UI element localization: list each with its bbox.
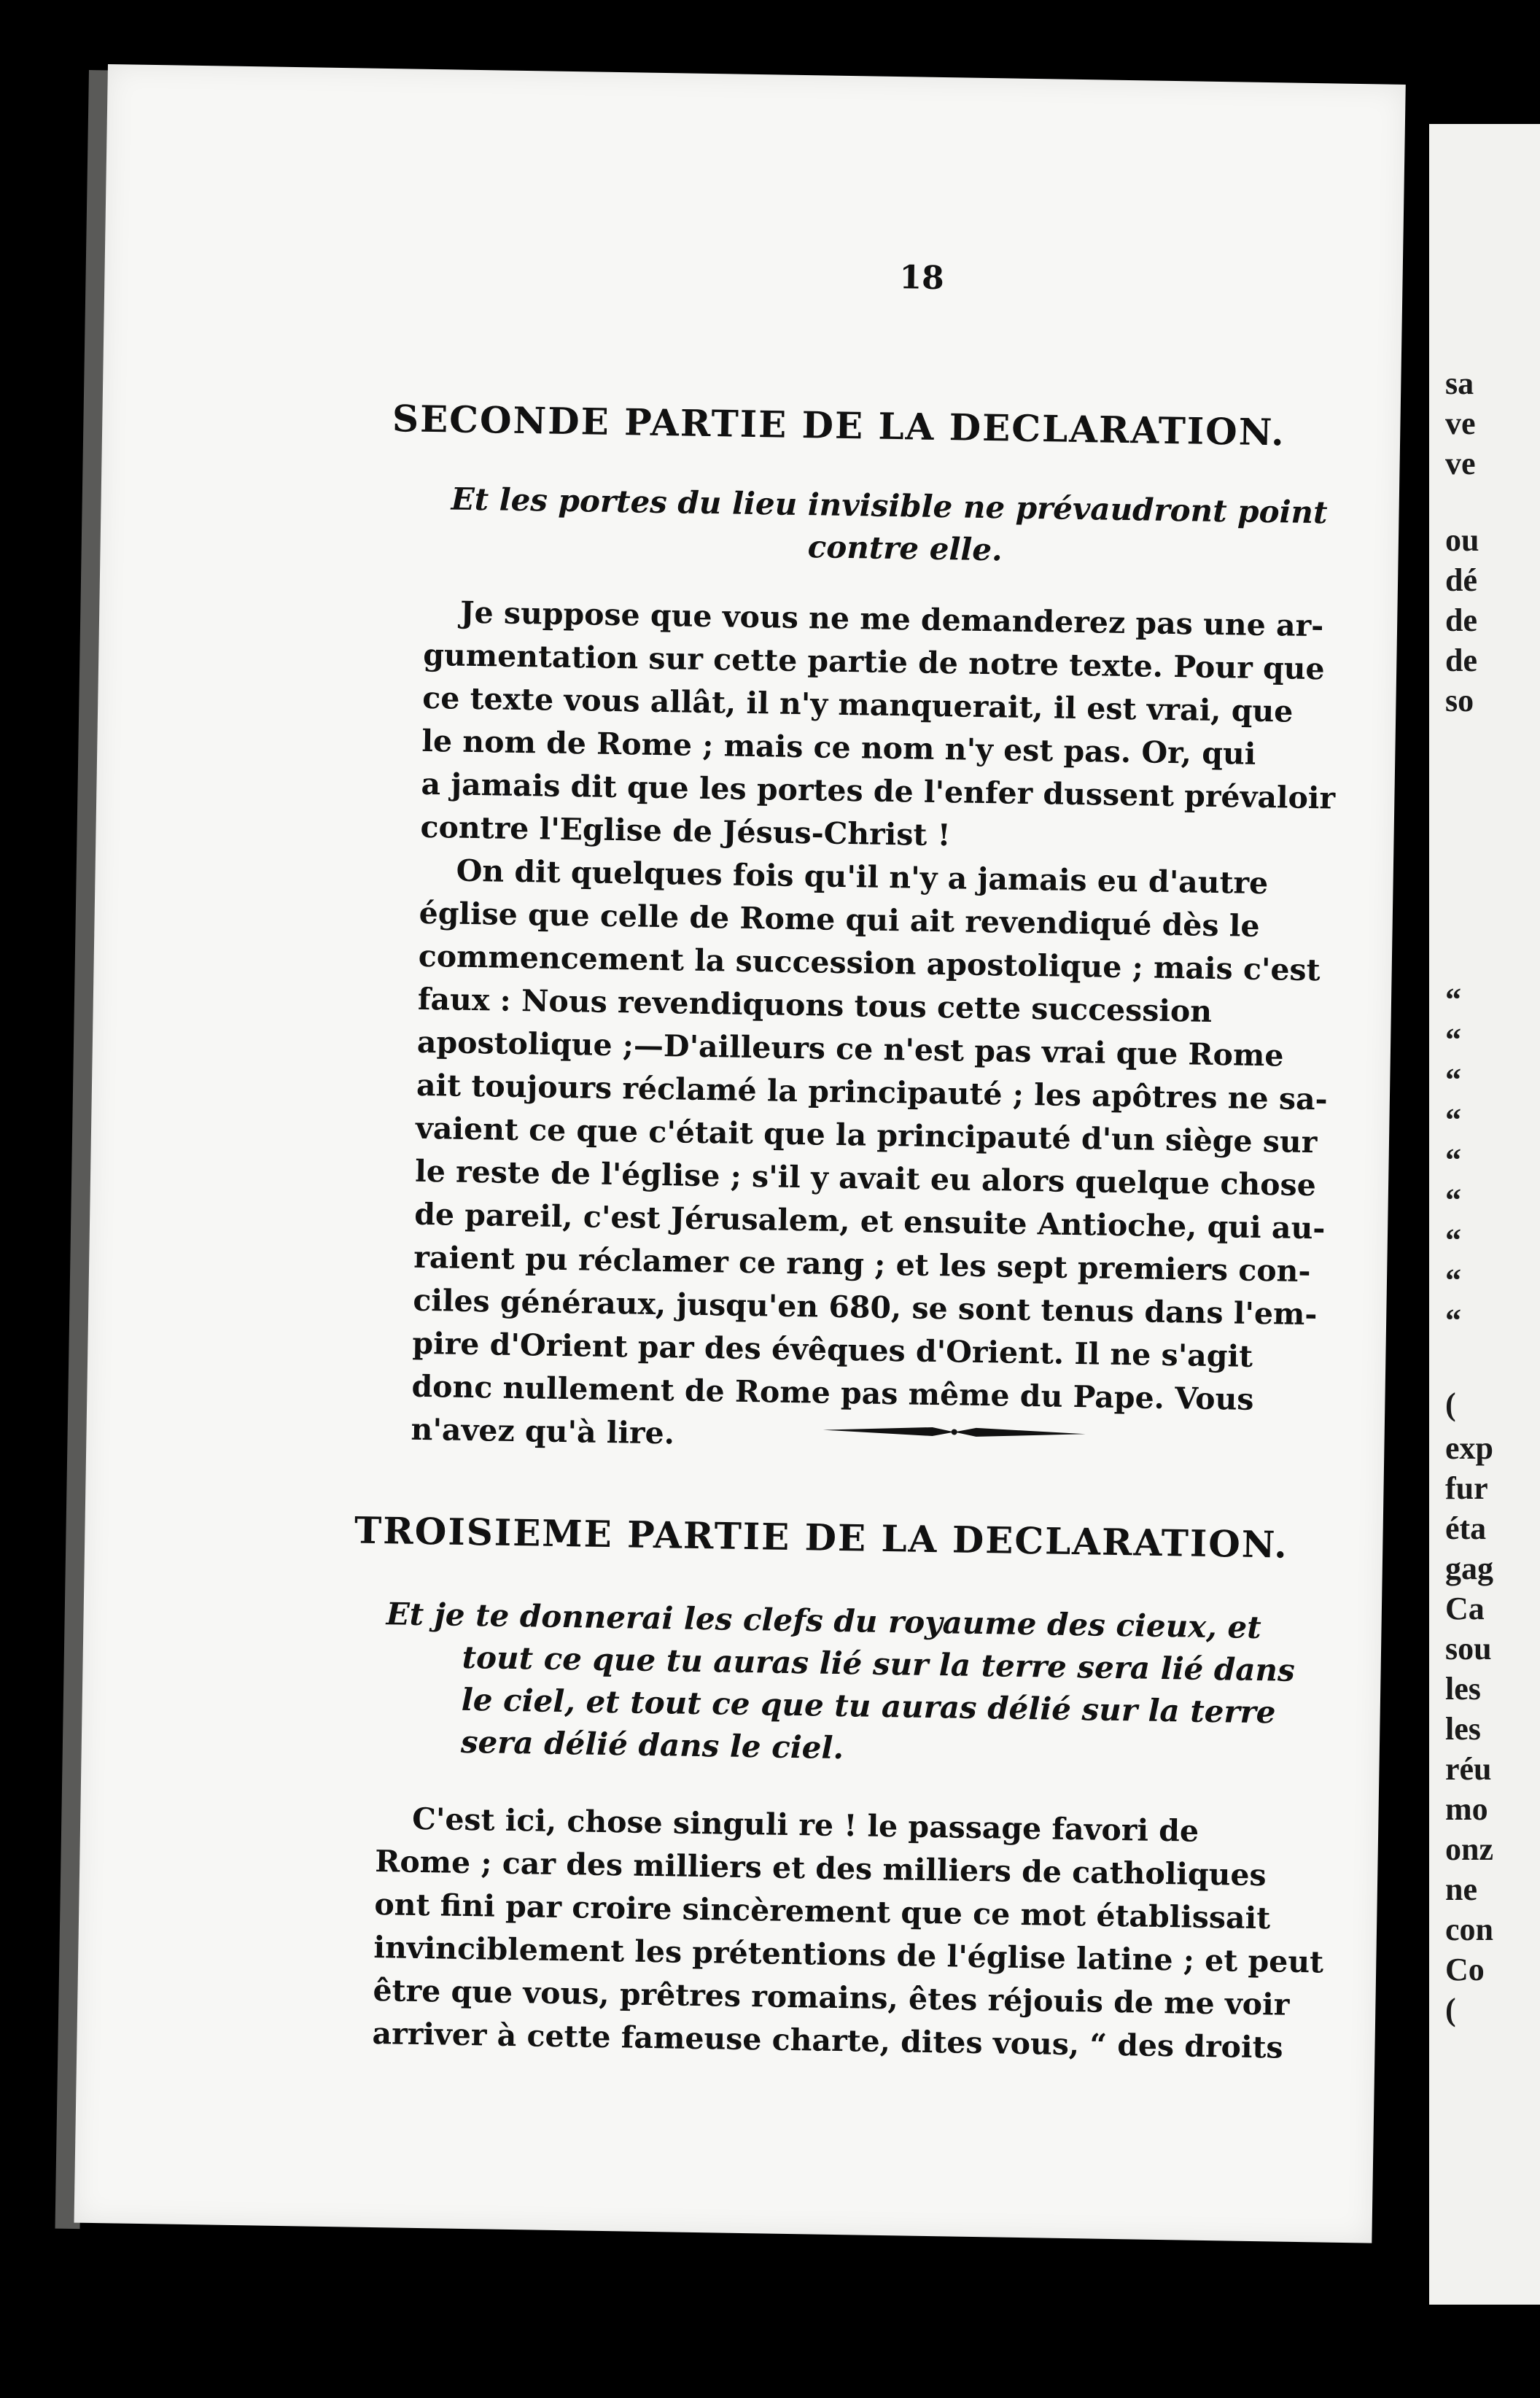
- text-line: n'avez qu'à lire.: [411, 1411, 675, 1451]
- adjacent-fragment: de: [1445, 643, 1477, 678]
- scripture-quote-line: tout ce que tu auras lié sur la terre sera lié dans: [462, 1639, 1296, 1688]
- adjacent-fragment: les: [1445, 1711, 1481, 1747]
- text-line: arriver à cette fameuse charte, dites vous, “ des droits: [372, 2016, 1283, 2065]
- text-line: apostolique ;—D'ailleurs ce n'est pas vrai que Rome: [416, 1024, 1284, 1074]
- text-line: invinciblement les prétentions de l'église latine ; et peut: [373, 1930, 1324, 1980]
- text-line: Rome ; car des milliers et des milliers de catholiques: [374, 1844, 1267, 1893]
- adjacent-fragment: fur: [1445, 1470, 1488, 1506]
- section-heading-troisieme: TROISIEME PARTIE DE LA DECLARATION.: [354, 1508, 1289, 1567]
- paragraph-succession: [411, 849, 1455, 1467]
- adjacent-fragment: (: [1445, 1386, 1456, 1422]
- adjacent-fragment: mo: [1445, 1791, 1488, 1827]
- adjacent-fragment: éta: [1445, 1510, 1487, 1546]
- adjacent-fragment: con: [1445, 1912, 1493, 1947]
- page-content: [217, 66, 1348, 2065]
- text-line: le nom de Rome ; mais ce nom n'y est pas. Or, qui: [421, 723, 1256, 772]
- text-line: ont fini par croire sincèrement que ce mot établissait: [374, 1887, 1271, 1936]
- scripture-quote-line: contre elle.: [807, 529, 1003, 568]
- adjacent-fragment: onz: [1445, 1831, 1493, 1867]
- section-divider-ornament: [822, 1419, 1085, 1446]
- adjacent-fragment: Co: [1445, 1952, 1485, 1987]
- adjacent-fragment: “: [1445, 1303, 1461, 1338]
- scripture-quote-line: Et les portes du lieu invisible ne prévaudront point: [451, 481, 1328, 531]
- text-line: commencement la succession apostolique ; mais c'est: [418, 938, 1321, 988]
- adjacent-fragment: les: [1445, 1671, 1481, 1707]
- text-line: vaient ce que c'était que la principauté d'un siège sur: [415, 1110, 1318, 1160]
- adjacent-fragment: ve: [1445, 446, 1476, 481]
- adjacent-fragment: dé: [1445, 562, 1477, 598]
- text-line: gumentation sur cette partie de notre texte. Pour que: [422, 637, 1325, 687]
- adjacent-fragment: sou: [1445, 1631, 1492, 1666]
- adjacent-fragment: “: [1445, 1022, 1461, 1058]
- scripture-quote-line: Et je te donnerai les clefs du royaume des cieux, et: [386, 1596, 1262, 1646]
- page-number: 18: [899, 259, 945, 298]
- paragraph-passage-favori: [372, 1797, 1433, 2072]
- adjacent-fragment: sa: [1445, 365, 1474, 401]
- adjacent-fragment: gag: [1445, 1551, 1493, 1586]
- text-line: ait toujours réclamé la principauté ; les apôtres ne sa-: [416, 1067, 1328, 1117]
- text-line: a jamais dit que les portes de l'enfer dussent prévaloir: [421, 766, 1336, 816]
- adjacent-fragment: “: [1445, 1102, 1461, 1138]
- text-line: ce texte vous allât, il n'y manquerait, il est vrai, que: [422, 680, 1294, 729]
- scripture-quote-line: sera délié dans le ciel.: [460, 1723, 844, 1766]
- adjacent-fragment: exp: [1445, 1430, 1493, 1466]
- adjacent-fragment: de: [1445, 602, 1477, 638]
- adjacent-fragment: réu: [1445, 1751, 1492, 1787]
- text-line: faux : Nous revendiquons tous cette succession: [417, 981, 1213, 1029]
- text-line: C'est ici, chose singuli re ! le passage favori de: [411, 1801, 1199, 1849]
- adjacent-fragment: “: [1445, 1182, 1461, 1218]
- adjacent-fragment: “: [1445, 1222, 1461, 1258]
- adjacent-fragment: “: [1445, 1262, 1461, 1298]
- adjacent-page-edge: [1429, 124, 1540, 2305]
- text-line: On dit quelques fois qu'il n'y a jamais eu d'autre: [456, 853, 1269, 901]
- text-line: église que celle de Rome qui ait revendiqué dès le: [419, 895, 1260, 944]
- adjacent-fragment: “: [1445, 982, 1461, 1017]
- text-line: Je suppose que vous ne me demanderez pas une ar-: [459, 594, 1324, 644]
- adjacent-fragment: ne: [1445, 1871, 1477, 1907]
- text-line: contre l'Eglise de Jésus-Christ !: [420, 809, 951, 853]
- book-page: [74, 64, 1406, 2243]
- text-line: ciles généraux, jusqu'en 680, se sont tenus dans l'em-: [413, 1282, 1318, 1332]
- paragraph-argumentation: [420, 591, 1459, 865]
- text-line: donc nullement de Rome pas même du Pape. Vous: [411, 1368, 1254, 1417]
- adjacent-fragment: (: [1445, 1992, 1456, 2028]
- section-heading-seconde: SECONDE PARTIE DE LA DECLARATION.: [392, 397, 1286, 454]
- adjacent-fragment: “: [1445, 1062, 1461, 1098]
- text-line: pire d'Orient par des évêques d'Orient. Il ne s'agit: [412, 1325, 1253, 1374]
- scripture-quote-line: le ciel, et tout ce que tu auras délié sur la terre: [461, 1681, 1276, 1731]
- text-line: être que vous, prêtres romains, êtes réjouis de me voir: [373, 1973, 1290, 2022]
- text-line: raient pu réclamer ce rang ; et les sept premiers con-: [413, 1239, 1311, 1289]
- adjacent-fragment: ve: [1445, 406, 1476, 441]
- adjacent-fragment: so: [1445, 683, 1474, 718]
- text-line: de pareil, c'est Jérusalem, et ensuite Antioche, qui au-: [413, 1196, 1326, 1246]
- text-line: le reste de l'église ; s'il y avait eu alors quelque chose: [414, 1153, 1317, 1203]
- adjacent-fragment: “: [1445, 1142, 1461, 1178]
- adjacent-fragment: Ca: [1445, 1591, 1485, 1626]
- adjacent-fragment: ou: [1445, 522, 1479, 558]
